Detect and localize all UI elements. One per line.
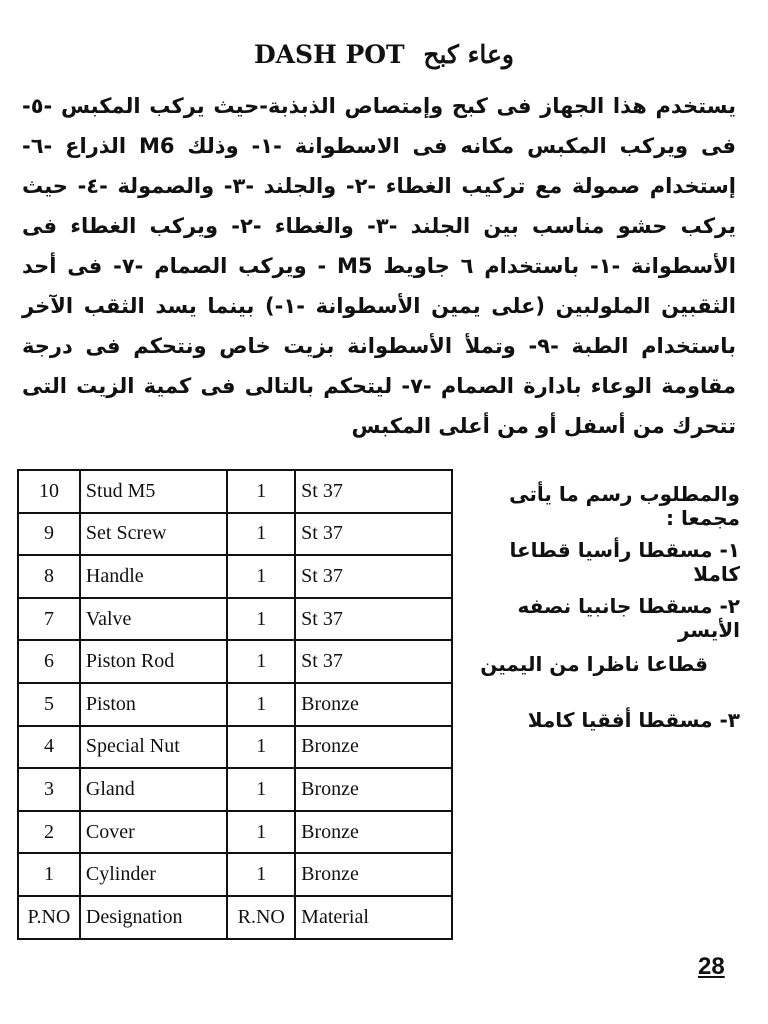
header-designation: Designation xyxy=(80,896,227,939)
title-arabic: وعاء كبح xyxy=(423,40,514,69)
table-row xyxy=(18,470,452,513)
requirement-item: ٢- مسقطا جانبيا نصفه الأيسر xyxy=(517,594,740,642)
part-number-cell: 9 xyxy=(18,513,80,556)
part-number-cell: 5 xyxy=(18,683,80,726)
parts-table xyxy=(17,469,453,940)
designation-cell: Valve xyxy=(80,598,227,641)
designation-cell: Stud M5 xyxy=(80,470,227,513)
requirements-intro: والمطلوب رسم ما يأتى مجمعا : xyxy=(509,482,740,530)
part-number-cell: 10 xyxy=(18,470,80,513)
designation-cell: Gland xyxy=(80,768,227,811)
material-cell: St 37 xyxy=(295,555,452,598)
quantity-cell: 1 xyxy=(227,513,295,556)
quantity-cell: 1 xyxy=(227,768,295,811)
table-row xyxy=(18,811,452,854)
page-title xyxy=(0,40,768,69)
quantity-cell: 1 xyxy=(227,598,295,641)
quantity-cell: 1 xyxy=(227,683,295,726)
part-number-cell: 2 xyxy=(18,811,80,854)
material-cell: Bronze xyxy=(295,726,452,769)
material-cell: St 37 xyxy=(295,470,452,513)
table-header-row xyxy=(18,896,452,939)
header-part-number: P.NO xyxy=(18,896,80,939)
part-number-cell: 8 xyxy=(18,555,80,598)
material-cell: St 37 xyxy=(295,513,452,556)
table-row xyxy=(18,513,452,556)
table-row xyxy=(18,726,452,769)
part-number-cell: 4 xyxy=(18,726,80,769)
material-cell: Bronze xyxy=(295,811,452,854)
quantity-cell: 1 xyxy=(227,853,295,896)
description-paragraph: يستخدم هذا الجهاز فى كبح وإمتصاص الذبذبة-حيث يركب المكبس -٥- فى ويركب المكبس مكانه فى الاسطوانة -١- وذلك M6 الذراع -٦- إستخدام صمولة مع تركيب الغطاء -٢- والجلند -٣- والصمولة -٤- حيث يركب حشو مناسب بين الجلند -٣- والغطاء -٢- ويركب الغطاء فى الأسطوانة -١- باستخدام ٦ جاويط M5 - ويركب الصمام -٧- فى أحد الثقبين الملولبين (على يمين الأسطوانة -١-) بينما يسد الثقب الآخر باستخدام الطبة -٩- وتملأ الأسطوانة بزيت خاص ونتحكم فى درجة مقاومة الوعاء بادارة الصمام -٧- ليتحكم بالتالى فى كمية الزيت التى تتحرك من أسفل أو من أعلى المكبس xyxy=(22,94,736,438)
designation-cell: Handle xyxy=(80,555,227,598)
quantity-cell: 1 xyxy=(227,726,295,769)
designation-cell: Set Screw xyxy=(80,513,227,556)
table-row xyxy=(18,768,452,811)
designation-cell: Cylinder xyxy=(80,853,227,896)
header-material: Material xyxy=(295,896,452,939)
material-cell: Bronze xyxy=(295,853,452,896)
material-cell: Bronze xyxy=(295,683,452,726)
title-latin: DASH POT xyxy=(253,40,405,69)
header-quantity: R.NO xyxy=(227,896,295,939)
designation-cell: Special Nut xyxy=(80,726,227,769)
table-row xyxy=(18,640,452,683)
quantity-cell: 1 xyxy=(227,811,295,854)
requirement-item: ٣- مسقطا أفقيا كاملا xyxy=(527,708,740,732)
table-row xyxy=(18,683,452,726)
designation-cell: Piston xyxy=(80,683,227,726)
quantity-cell: 1 xyxy=(227,555,295,598)
part-number-cell: 3 xyxy=(18,768,80,811)
part-number-cell: 1 xyxy=(18,853,80,896)
material-cell: St 37 xyxy=(295,598,452,641)
material-cell: St 37 xyxy=(295,640,452,683)
page-number: 28 xyxy=(698,953,725,980)
table-row xyxy=(18,598,452,641)
table-row xyxy=(18,555,452,598)
part-number-cell: 7 xyxy=(18,598,80,641)
quantity-cell: 1 xyxy=(227,470,295,513)
part-number-cell: 6 xyxy=(18,640,80,683)
designation-cell: Piston Rod xyxy=(80,640,227,683)
table-row xyxy=(18,853,452,896)
requirement-item: قطاعا ناظرا من اليمين xyxy=(480,652,708,676)
quantity-cell: 1 xyxy=(227,640,295,683)
requirement-item: ١- مسقطا رأسيا قطاعا كاملا xyxy=(509,538,740,586)
material-cell: Bronze xyxy=(295,768,452,811)
designation-cell: Cover xyxy=(80,811,227,854)
